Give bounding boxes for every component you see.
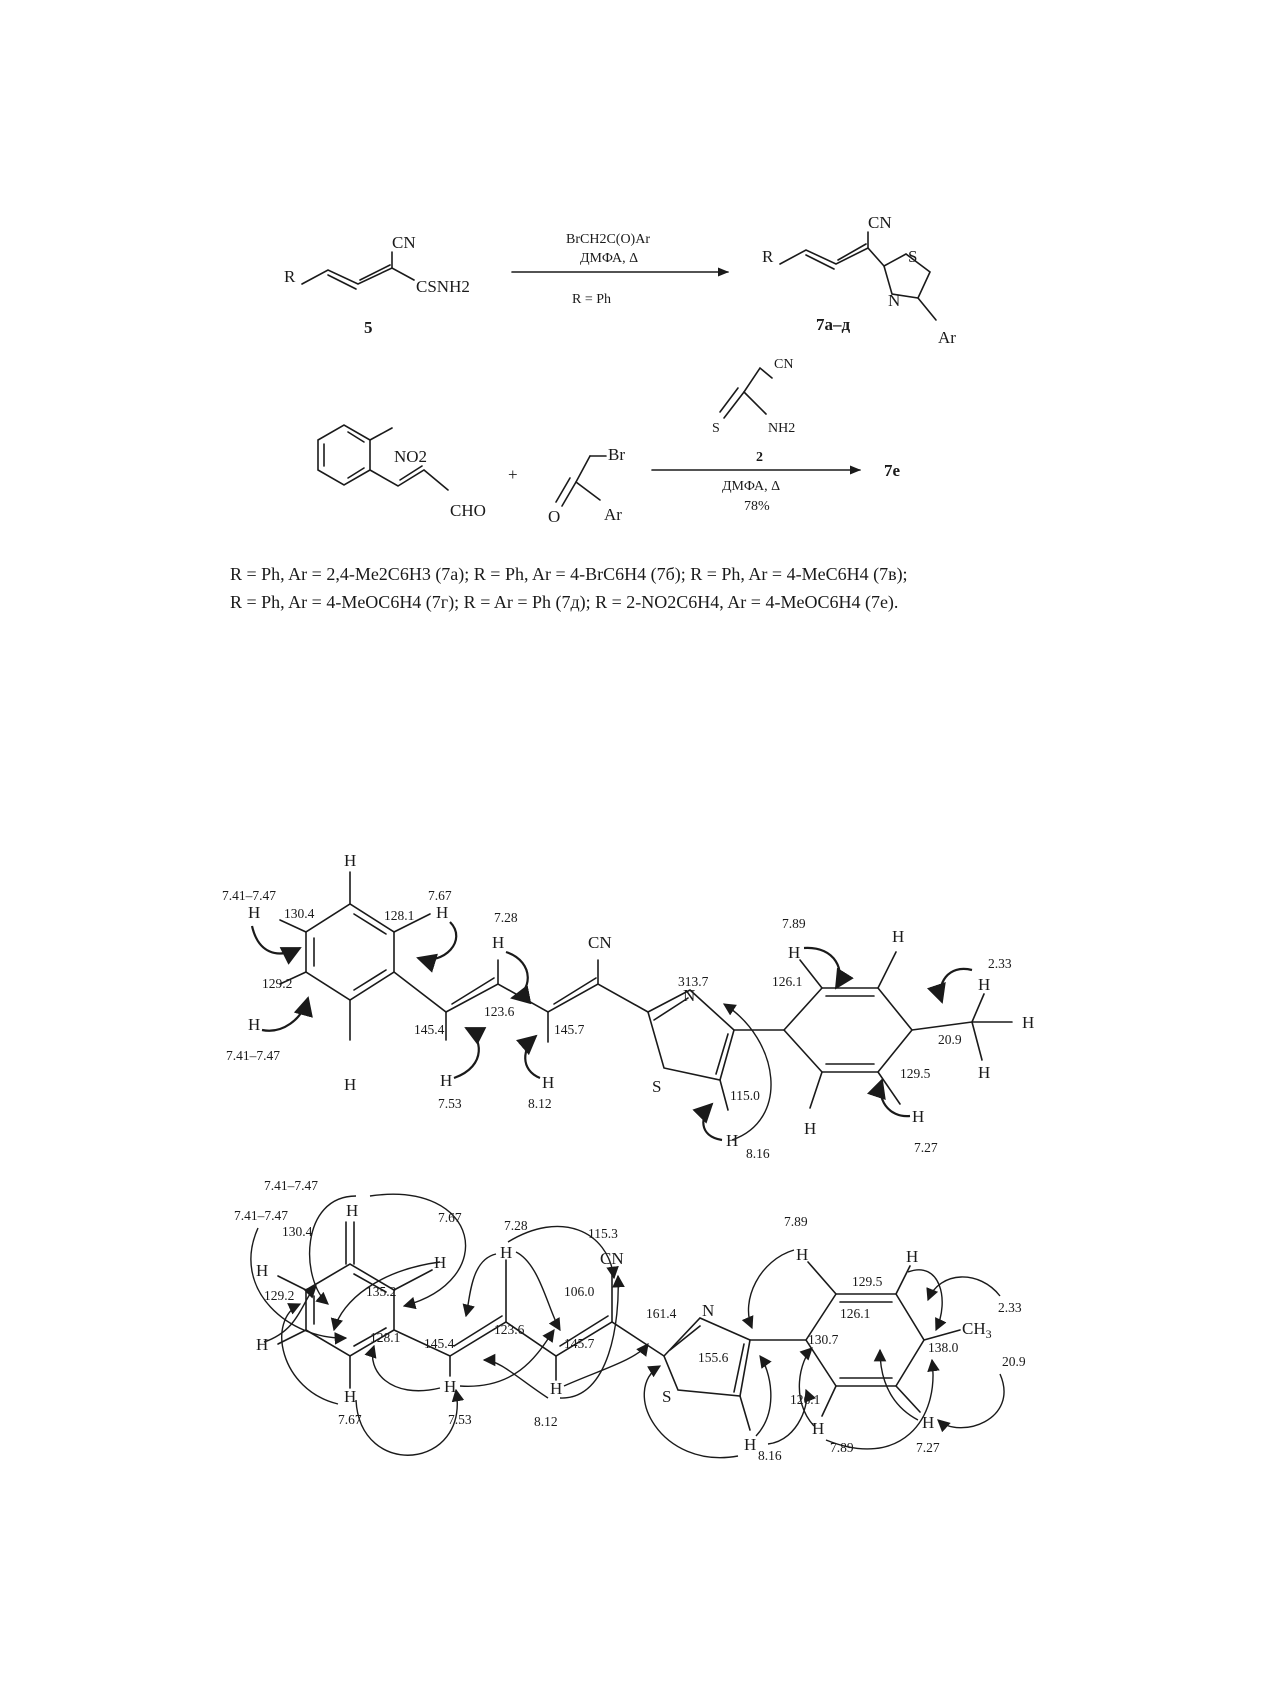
svg-text:H: H	[344, 1075, 357, 1094]
svg-text:H: H	[440, 1071, 453, 1090]
svg-text:7.53: 7.53	[438, 1096, 462, 1111]
svg-text:H: H	[550, 1379, 563, 1398]
atom-S: S	[652, 1077, 662, 1096]
atom-Ar: Ar	[604, 505, 622, 524]
tolyl-ring	[784, 988, 912, 1072]
svg-text:161.4: 161.4	[646, 1306, 677, 1321]
diene-chain	[302, 268, 414, 284]
atom-Br: Br	[608, 445, 625, 464]
svg-text:145.4: 145.4	[424, 1336, 455, 1351]
svg-text:H: H	[346, 1201, 359, 1220]
svg-text:7.27: 7.27	[914, 1140, 938, 1155]
reagent-line-2: ДМФА, Δ	[580, 251, 639, 266]
svg-text:H: H	[344, 851, 357, 870]
svg-text:128.1: 128.1	[384, 908, 415, 923]
svg-text:H: H	[744, 1435, 757, 1454]
atom-R: R	[762, 247, 774, 266]
svg-text:7.67: 7.67	[428, 888, 452, 903]
svg-text:135.2: 135.2	[366, 1284, 397, 1299]
svg-text:126.1: 126.1	[790, 1392, 821, 1407]
svg-text:106.0: 106.0	[564, 1284, 595, 1299]
svg-text:7.28: 7.28	[504, 1218, 528, 1233]
svg-text:145.4: 145.4	[414, 1022, 445, 1037]
svg-text:H: H	[906, 1247, 919, 1266]
svg-text:129.2: 129.2	[262, 976, 293, 991]
svg-text:129.2: 129.2	[264, 1288, 295, 1303]
svg-text:138.0: 138.0	[928, 1340, 959, 1355]
atom-S: S	[908, 247, 918, 266]
nmr-figure-1	[222, 851, 1034, 1161]
svg-text:8.16: 8.16	[758, 1448, 782, 1463]
svg-text:145.7: 145.7	[554, 1022, 585, 1037]
svg-text:H: H	[788, 943, 801, 962]
svg-text:7.41–7.47: 7.41–7.47	[226, 1048, 280, 1063]
svg-text:2.33: 2.33	[988, 956, 1012, 971]
svg-text:145.7: 145.7	[564, 1336, 595, 1351]
svg-text:7.89: 7.89	[830, 1440, 854, 1455]
svg-text:H: H	[1022, 1013, 1035, 1032]
dienyl-chain	[394, 972, 648, 1012]
legend-line-1: R = Ph, Ar = 2,4-Me2C6H3 (7а); R = Ph, Ar = 4-BrC6H4 (7б); R = Ph, Ar = 4-MeC6H4 (7в);	[230, 564, 908, 584]
svg-text:155.6: 155.6	[698, 1350, 729, 1365]
svg-text:H: H	[922, 1413, 935, 1432]
compound-7e-label: 7е	[884, 461, 901, 480]
legend-line-2: R = Ph, Ar = 4-MeOC6H4 (7г); R = Ar = Ph (7д); R = 2-NO2C6H4, Ar = 4-MeOC6H4 (7е).	[230, 592, 899, 612]
svg-text:20.9: 20.9	[1002, 1354, 1026, 1369]
atom-NO2: NO2	[394, 447, 428, 466]
svg-text:126.1: 126.1	[840, 1306, 871, 1321]
reagent-line-2: ДМФА, Δ	[722, 479, 781, 494]
svg-text:H: H	[978, 975, 991, 994]
svg-text:7.41–7.47: 7.41–7.47	[264, 1178, 318, 1193]
svg-text:128.1: 128.1	[370, 1330, 401, 1345]
svg-text:2.33: 2.33	[998, 1300, 1022, 1315]
svg-text:7.89: 7.89	[784, 1214, 808, 1229]
svg-text:8.12: 8.12	[534, 1414, 558, 1429]
scheme-2	[318, 357, 901, 526]
enal-chain	[370, 470, 448, 490]
svg-text:7.41–7.47: 7.41–7.47	[234, 1208, 288, 1223]
phenyl-ring	[306, 904, 394, 1000]
product-chain	[780, 248, 884, 266]
svg-text:H: H	[812, 1419, 825, 1438]
atom-CN: CN	[392, 233, 416, 252]
svg-text:H: H	[344, 1387, 357, 1406]
svg-text:H: H	[436, 903, 449, 922]
compound-5-label: 5	[364, 318, 373, 337]
svg-text:H: H	[912, 1107, 925, 1126]
atom-CN: CN	[600, 1249, 624, 1268]
svg-text:H: H	[796, 1245, 809, 1264]
atom-O: O	[548, 507, 561, 526]
svg-text:7.53: 7.53	[448, 1412, 472, 1427]
svg-text:H: H	[892, 927, 905, 946]
svg-text:7.67: 7.67	[338, 1412, 362, 1427]
atom-N: N	[702, 1301, 715, 1320]
yield-text: 78%	[744, 499, 770, 514]
atom-R: R	[284, 267, 296, 286]
svg-text:H: H	[256, 1261, 269, 1280]
svg-text:115.0: 115.0	[730, 1088, 760, 1103]
atom-CHO: CHO	[450, 501, 486, 520]
atom-N: N	[888, 291, 901, 310]
reagent-compound-2: 2	[756, 450, 763, 465]
svg-text:123.6: 123.6	[494, 1322, 525, 1337]
svg-text:H: H	[434, 1253, 447, 1272]
atom-S: S	[662, 1387, 672, 1406]
svg-text:CH3: $CH_3$	[962, 1319, 992, 1341]
svg-text:7.28: 7.28	[494, 910, 518, 925]
svg-text:126.1: 126.1	[772, 974, 803, 989]
nmr-figure-2	[234, 1178, 1026, 1463]
svg-text:H: H	[726, 1131, 739, 1150]
svg-text:129.5: 129.5	[900, 1066, 931, 1081]
svg-text:130.7: 130.7	[808, 1332, 839, 1347]
svg-text:H: H	[256, 1335, 269, 1354]
svg-text:H: H	[248, 1015, 261, 1034]
atom-CN: CN	[588, 933, 612, 952]
svg-text:130.4: 130.4	[282, 1224, 313, 1239]
atom-CSNH2: CSNH2	[416, 277, 470, 296]
svg-text:130.4: 130.4	[284, 906, 315, 921]
scheme-1	[284, 213, 956, 347]
atom-Ar: Ar	[938, 328, 956, 347]
svg-text:H: H	[248, 903, 261, 922]
compound-7a-d-label: 7а–д	[816, 315, 851, 334]
svg-text:8.12: 8.12	[528, 1096, 552, 1111]
svg-text:H: H	[542, 1073, 555, 1092]
svg-text:7.89: 7.89	[782, 916, 806, 931]
svg-text:20.9: 20.9	[938, 1032, 962, 1047]
svg-text:313.7: 313.7	[678, 974, 709, 989]
atom-N: N	[683, 986, 696, 1005]
svg-text:H: H	[804, 1119, 817, 1138]
benzene-ring	[318, 425, 370, 485]
svg-text:8.16: 8.16	[746, 1146, 770, 1161]
svg-text:115.3: 115.3	[588, 1226, 618, 1241]
svg-text:123.6: 123.6	[484, 1004, 515, 1019]
atom-S: S	[712, 421, 720, 436]
atom-NH2: NH2	[768, 421, 796, 436]
svg-text:7.41–7.47: 7.41–7.47	[222, 888, 276, 903]
bromoketone	[576, 456, 600, 500]
svg-text:H: H	[492, 933, 505, 952]
plus-sign: +	[508, 465, 518, 484]
thioamide	[744, 368, 772, 392]
svg-text:7.27: 7.27	[916, 1440, 940, 1455]
svg-text:129.5: 129.5	[852, 1274, 883, 1289]
atom-CN: CN	[868, 213, 892, 232]
atom-CN: CN	[774, 357, 794, 372]
svg-text:7.67: 7.67	[438, 1210, 462, 1225]
reagent-line-1: BrCH2C(O)Ar	[566, 232, 650, 247]
svg-text:H: H	[500, 1243, 513, 1262]
svg-text:H: H	[978, 1063, 991, 1082]
reagent-line-3: R = Ph	[572, 292, 612, 307]
svg-text:H: H	[444, 1377, 457, 1396]
